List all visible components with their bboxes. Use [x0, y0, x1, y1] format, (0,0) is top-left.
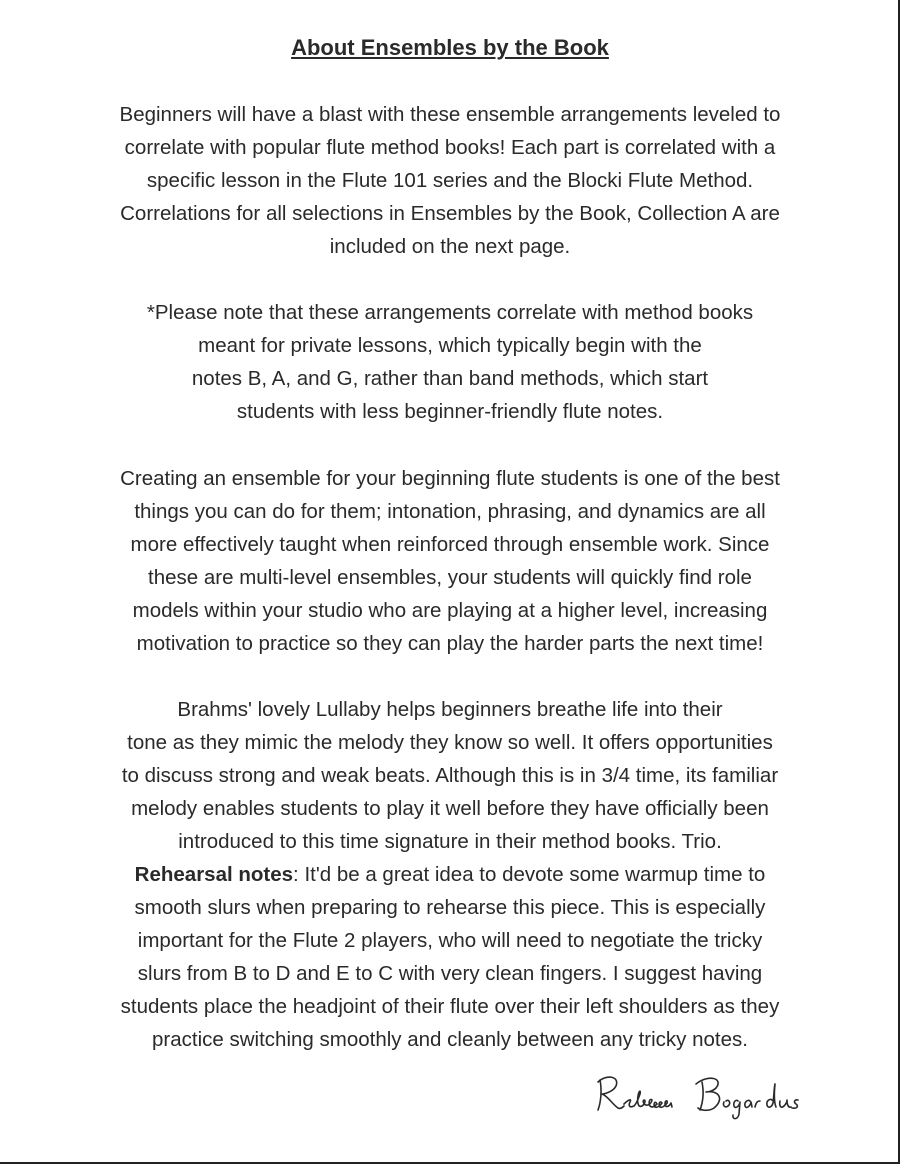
text-line: motivation to practice so they can play the harder parts the next time!: [136, 632, 764, 655]
text-line: included on the next page.: [329, 235, 571, 258]
text-line: Beginners will have a blast with these ensemble arrangements leveled to: [119, 103, 781, 126]
text-line: more effectively taught when reinforced through ensemble work. Since: [130, 533, 770, 556]
text-line: specific lesson in the Flute 101 series and the Blocki Flute Method.: [146, 169, 754, 192]
text-line: melody enables students to play it well before they have officially been: [131, 797, 769, 820]
text-line: *Please note that these arrangements correlate with method books: [146, 301, 754, 324]
text-line: important for the Flute 2 players, who will need to negotiate the tricky: [137, 929, 763, 952]
paragraph-benefits: [40, 462, 860, 660]
text-line: notes B, A, and G, rather than band methods, which start: [191, 367, 709, 390]
text-line: to discuss strong and weak beats. Although this is in 3/4 time, its familiar: [121, 764, 779, 787]
paragraph-intro: [40, 98, 860, 263]
text-line: introduced to this time signature in their method books. Trio.: [178, 830, 722, 853]
text-line: Creating an ensemble for your beginning flute students is one of the best: [120, 467, 780, 490]
rehearsal-notes-line: [40, 858, 860, 891]
text-line: tone as they mimic the melody they know so well. It offers opportunities: [127, 731, 773, 754]
text-line: smooth slurs when preparing to rehearse this piece. This is especially: [134, 896, 766, 919]
signature-rebecca-bogardus: [592, 1070, 832, 1122]
page-title: About Ensembles by the Book: [291, 35, 609, 60]
text-line: correlate with popular flute method books! Each part is correlated with a: [124, 136, 776, 159]
paragraph-note: [40, 296, 860, 428]
text-line: things you can do for them; intonation, phrasing, and dynamics are all: [134, 500, 766, 523]
text-line: Correlations for all selections in Ensembles by the Book, Collection A are: [120, 202, 780, 225]
text-line: models within your studio who are playing at a higher level, increasing: [132, 599, 768, 622]
text-line: these are multi-level ensembles, your students will quickly find role: [148, 566, 752, 589]
text-line: slurs from B to D and E to C with very clean fingers. I suggest having: [137, 962, 763, 985]
rehearsal-notes-text: : It'd be a great idea to devote some warmup time to: [293, 863, 766, 886]
text-line: students with less beginner-friendly flute notes.: [236, 400, 664, 423]
text-line: meant for private lessons, which typically begin with the: [198, 334, 702, 357]
text-line: practice switching smoothly and cleanly between any tricky notes.: [152, 1028, 748, 1051]
paragraph-brahms: [40, 693, 860, 1056]
text-line: Brahms' lovely Lullaby helps beginners breathe life into their: [177, 698, 723, 721]
rehearsal-notes-label: Rehearsal notes: [134, 863, 294, 886]
text-line: students place the headjoint of their flute over their left shoulders as they: [120, 995, 780, 1018]
